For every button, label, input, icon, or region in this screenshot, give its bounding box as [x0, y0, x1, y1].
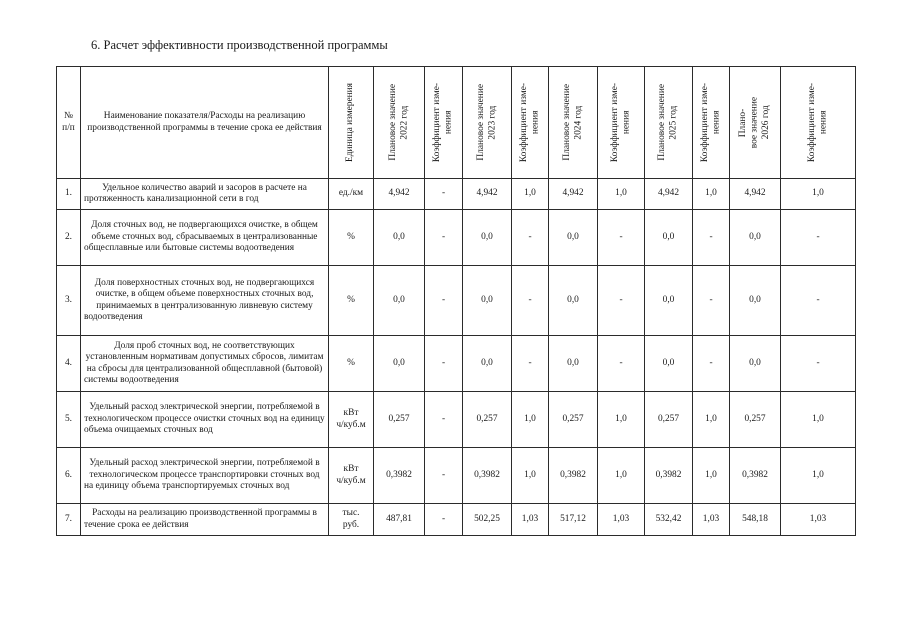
coef-value-cell: 1,0: [512, 179, 549, 210]
table-row: [57, 179, 856, 210]
coef-value-cell: 1,0: [781, 392, 856, 448]
plan-value-cell: 0,0: [645, 210, 693, 266]
plan-value-cell: 0,0: [463, 210, 512, 266]
coef-value-cell: 1,03: [693, 504, 730, 536]
coef-value-cell: 1,0: [693, 392, 730, 448]
plan-value-cell: 0,257: [463, 392, 512, 448]
row-name: Доля поверхностных сточных вод, не подвергающихся очистке, в общем объеме поверхностных сточных вод, принимаемых в централизованную ливневую систему водоотведения: [81, 266, 329, 336]
row-unit: %: [329, 336, 374, 392]
plan-value-cell: 0,257: [549, 392, 598, 448]
header-coef-1: Коэффициент изме- нения: [425, 67, 463, 179]
row-unit: кВт ч/куб.м: [329, 392, 374, 448]
plan-value-cell: 0,0: [549, 336, 598, 392]
coef-value-cell: 1,0: [512, 392, 549, 448]
coef-value-cell: -: [512, 336, 549, 392]
table-row: [57, 336, 856, 392]
row-number: 6.: [57, 448, 81, 504]
plan-value-cell: 0,0: [463, 266, 512, 336]
coef-value-cell: 1,0: [693, 179, 730, 210]
plan-value-cell: 4,942: [730, 179, 781, 210]
coef-value-cell: -: [425, 448, 463, 504]
row-name: Удельный расход электрической энергии, потребляемой в технологическом процессе транспортировки сточных вод на единицу объема транспортируемых сточных вод: [81, 448, 329, 504]
coef-value-cell: -: [512, 266, 549, 336]
efficiency-table: [56, 66, 856, 536]
row-number: 5.: [57, 392, 81, 448]
coef-value-cell: -: [425, 179, 463, 210]
plan-value-cell: 0,0: [549, 210, 598, 266]
coef-value-cell: -: [425, 336, 463, 392]
row-name: Удельный расход электрической энергии, потребляемой в технологическом процессе очистки сточных вод на единицу объема очищаемых сточных вод: [81, 392, 329, 448]
plan-value-cell: 4,942: [463, 179, 512, 210]
row-unit: тыс. руб.: [329, 504, 374, 536]
row-name: Доля проб сточных вод, не соответствующих установленным нормативам допустимых сбросов, лимитам на сбросы для централизованной общесплавной (бытовой) системы водоотведения: [81, 336, 329, 392]
coef-value-cell: -: [598, 266, 645, 336]
coef-value-cell: 1,0: [598, 392, 645, 448]
plan-value-cell: 517,12: [549, 504, 598, 536]
coef-value-cell: -: [693, 210, 730, 266]
plan-value-cell: 487,81: [374, 504, 425, 536]
header-num: № п/п: [57, 67, 81, 179]
header-plan-2025: Плановое значение 2025 год: [645, 67, 693, 179]
row-number: 1.: [57, 179, 81, 210]
coef-value-cell: -: [598, 210, 645, 266]
row-unit: ед./км: [329, 179, 374, 210]
row-number: 4.: [57, 336, 81, 392]
header-plan-2026: Плано- вое значение 2026 год: [730, 67, 781, 179]
plan-value-cell: 0,0: [374, 210, 425, 266]
coef-value-cell: -: [425, 210, 463, 266]
header-row: [57, 67, 856, 179]
coef-value-cell: -: [598, 336, 645, 392]
coef-value-cell: 1,03: [781, 504, 856, 536]
plan-value-cell: 0,3982: [730, 448, 781, 504]
plan-value-cell: 0,3982: [463, 448, 512, 504]
row-name: Расходы на реализацию производственной программы в течение срока ее действия: [81, 504, 329, 536]
coef-value-cell: 1,03: [512, 504, 549, 536]
plan-value-cell: 0,3982: [549, 448, 598, 504]
plan-value-cell: 0,0: [374, 336, 425, 392]
plan-value-cell: 0,0: [374, 266, 425, 336]
plan-value-cell: 0,0: [549, 266, 598, 336]
section-title: 6. Расчет эффективности производственной программы: [91, 38, 388, 52]
header-plan-2024: Плановое значение 2024 год: [549, 67, 598, 179]
header-plan-2023: Плановое значение 2023 год: [463, 67, 512, 179]
row-number: 2.: [57, 210, 81, 266]
row-unit: %: [329, 210, 374, 266]
header-name: Наименование показателя/Расходы на реализацию производственной программы в течение срока ее действия: [81, 67, 329, 179]
header-coef-4: Коэффициент изме- нения: [693, 67, 730, 179]
row-name: Удельное количество аварий и засоров в расчете на протяженность канализационной сети в год: [81, 179, 329, 210]
coef-value-cell: -: [512, 210, 549, 266]
header-coef-5: Коэффициент изме- нения: [781, 67, 856, 179]
coef-value-cell: 1,0: [512, 448, 549, 504]
table-row: [57, 504, 856, 536]
coef-value-cell: -: [781, 266, 856, 336]
row-number: 3.: [57, 266, 81, 336]
plan-value-cell: 0,0: [730, 336, 781, 392]
coef-value-cell: -: [425, 266, 463, 336]
row-unit: кВт ч/куб.м: [329, 448, 374, 504]
coef-value-cell: -: [425, 392, 463, 448]
plan-value-cell: 548,18: [730, 504, 781, 536]
plan-value-cell: 4,942: [549, 179, 598, 210]
plan-value-cell: 0,257: [730, 392, 781, 448]
table-row: [57, 392, 856, 448]
coef-value-cell: 1,0: [693, 448, 730, 504]
plan-value-cell: 0,3982: [645, 448, 693, 504]
header-coef-2: Коэффициент изме- нения: [512, 67, 549, 179]
coef-value-cell: -: [781, 210, 856, 266]
coef-value-cell: -: [693, 336, 730, 392]
plan-value-cell: 0,257: [645, 392, 693, 448]
table-row: [57, 448, 856, 504]
coef-value-cell: 1,03: [598, 504, 645, 536]
table-row: [57, 266, 856, 336]
plan-value-cell: 4,942: [645, 179, 693, 210]
row-name: Доля сточных вод, не подвергающихся очистке, в общем объеме сточных вод, сбрасываемых в централизованные общесплавные или бытовые системы водоотведения: [81, 210, 329, 266]
coef-value-cell: -: [781, 336, 856, 392]
coef-value-cell: 1,0: [781, 448, 856, 504]
header-coef-3: Коэффициент изме- нения: [598, 67, 645, 179]
coef-value-cell: 1,0: [781, 179, 856, 210]
plan-value-cell: 0,0: [645, 266, 693, 336]
coef-value-cell: 1,0: [598, 179, 645, 210]
plan-value-cell: 0,257: [374, 392, 425, 448]
plan-value-cell: 0,0: [463, 336, 512, 392]
coef-value-cell: -: [693, 266, 730, 336]
plan-value-cell: 0,0: [645, 336, 693, 392]
plan-value-cell: 0,0: [730, 266, 781, 336]
table-row: [57, 210, 856, 266]
plan-value-cell: 532,42: [645, 504, 693, 536]
row-unit: %: [329, 266, 374, 336]
header-unit: Единица измерения: [329, 67, 374, 179]
plan-value-cell: 0,0: [730, 210, 781, 266]
plan-value-cell: 4,942: [374, 179, 425, 210]
plan-value-cell: 502,25: [463, 504, 512, 536]
coef-value-cell: 1,0: [598, 448, 645, 504]
plan-value-cell: 0,3982: [374, 448, 425, 504]
row-number: 7.: [57, 504, 81, 536]
header-plan-2022: Плановое значение 2022 год: [374, 67, 425, 179]
coef-value-cell: -: [425, 504, 463, 536]
